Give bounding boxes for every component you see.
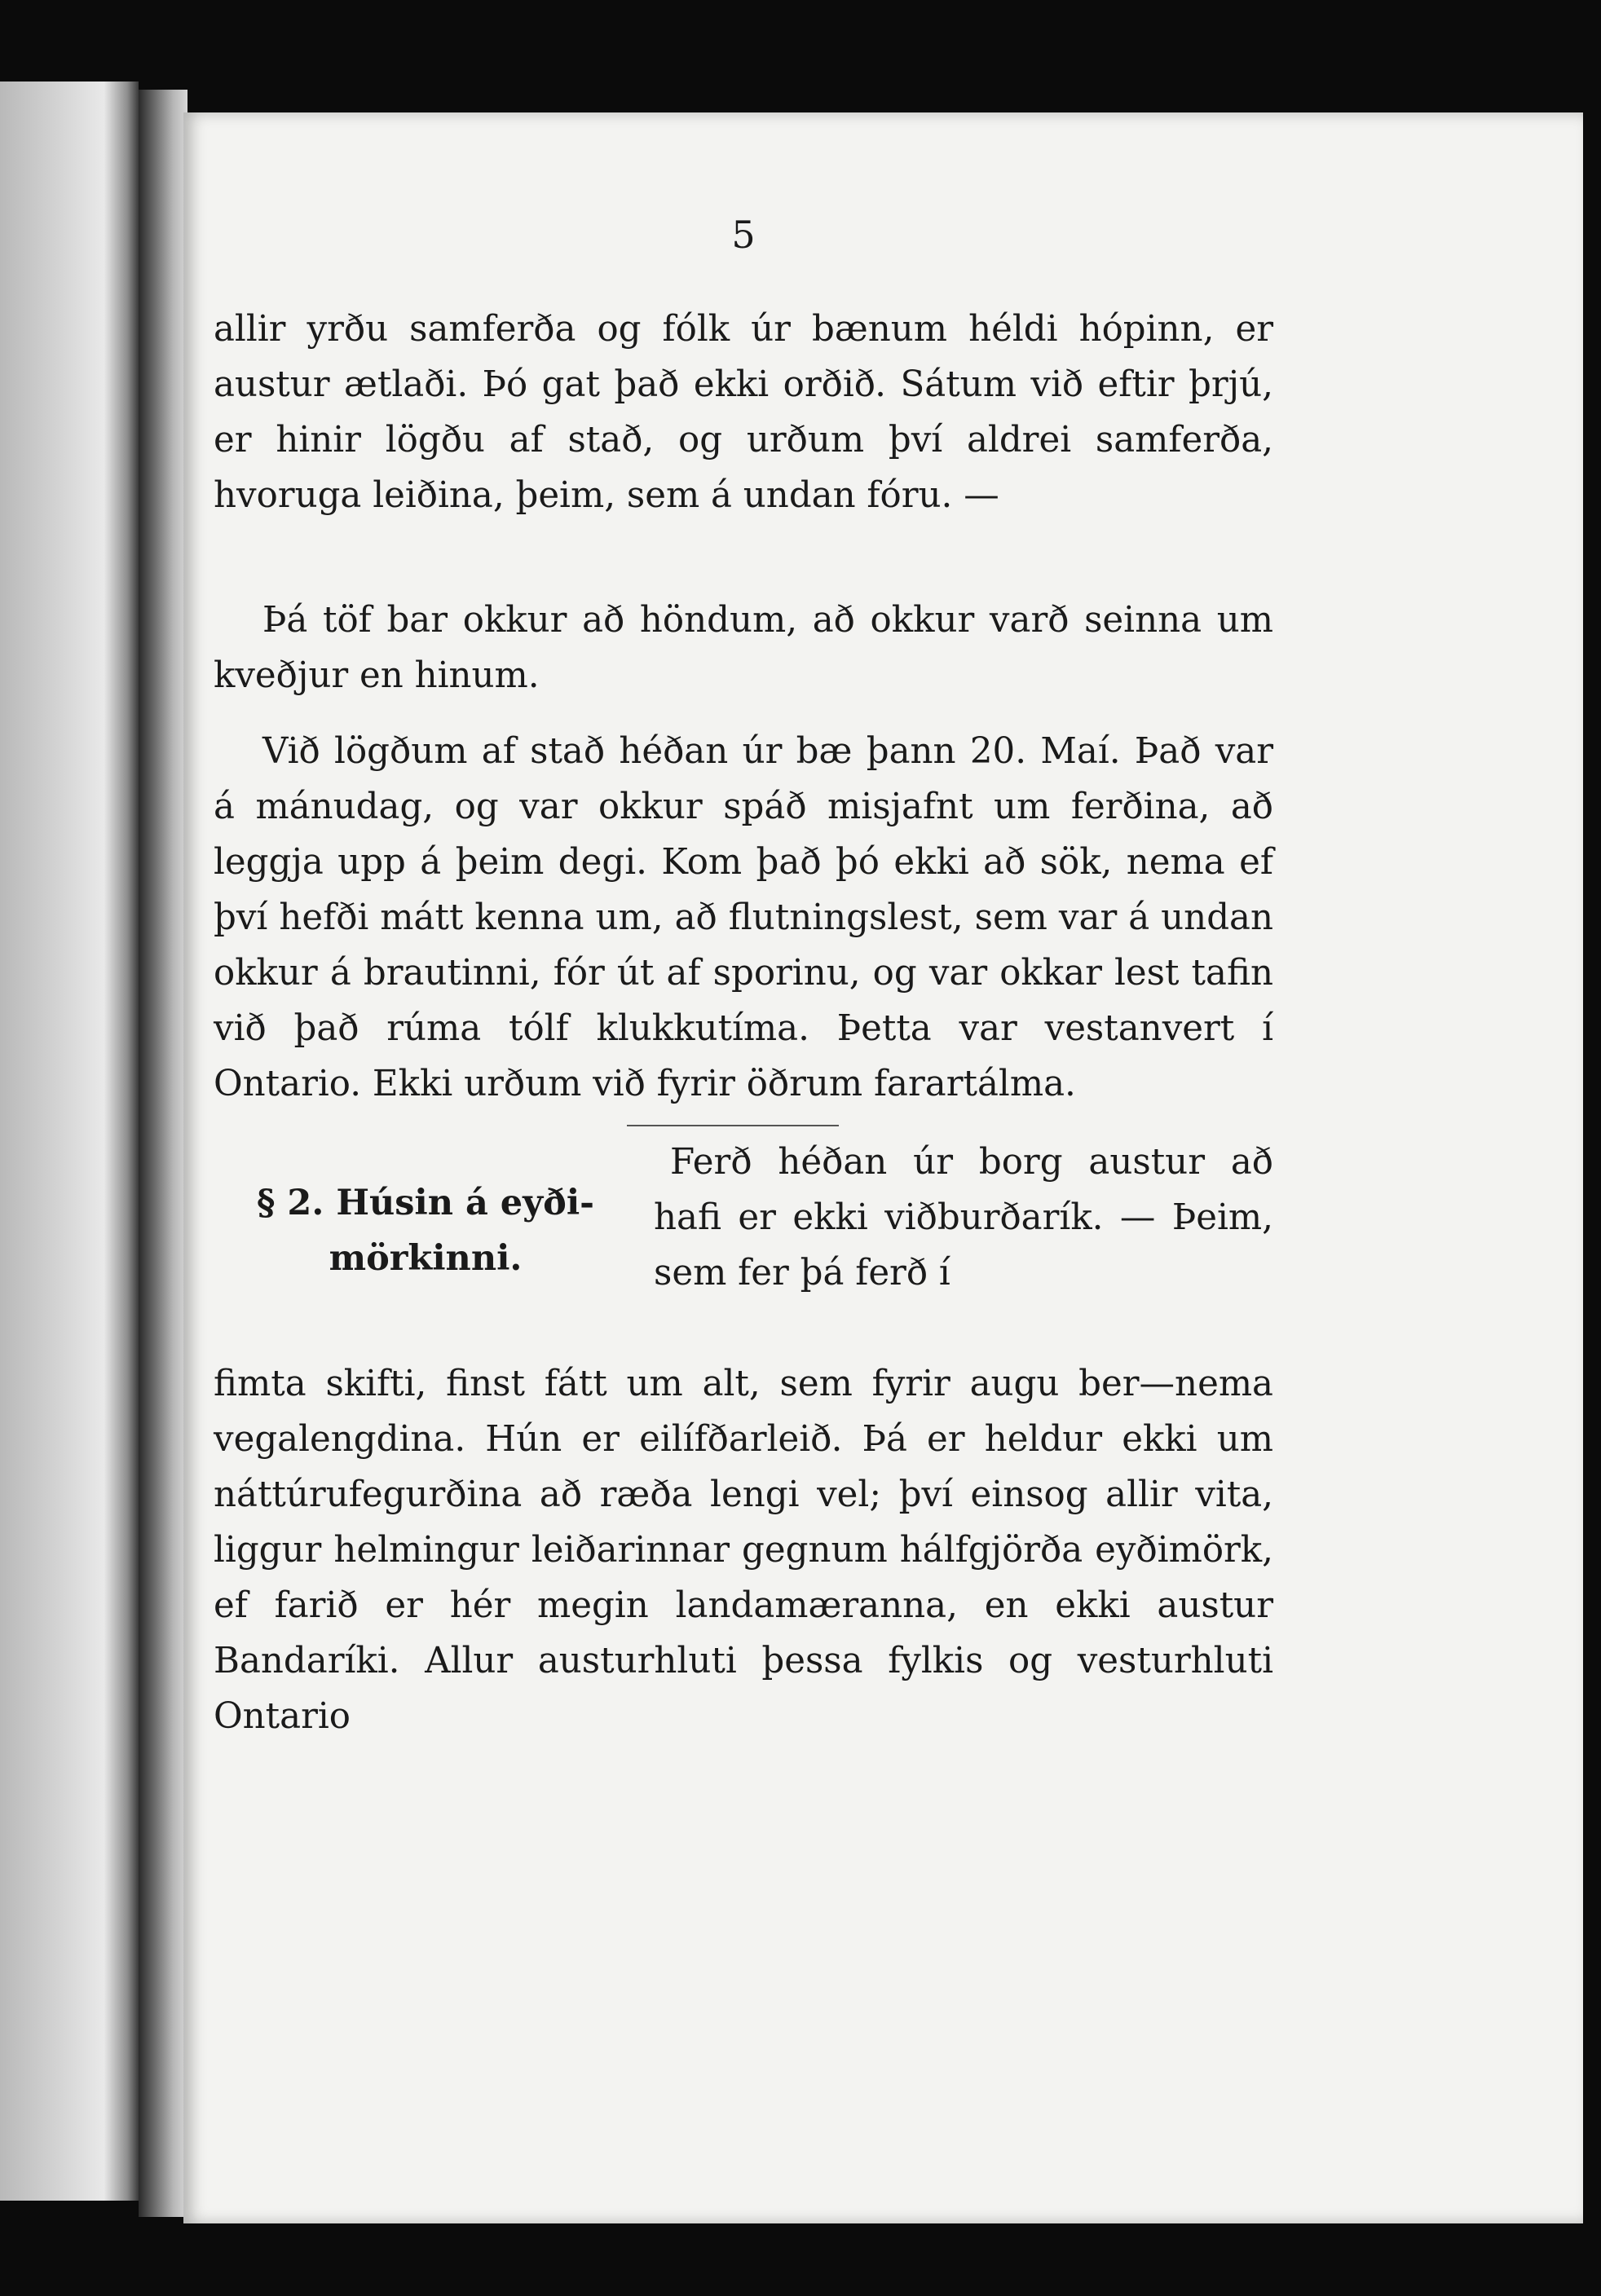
section-number: § 2. (256, 1183, 324, 1223)
section-text-beside-heading: Ferð héðan úr borg austur að hafi er ekki viðburðarík. — Þeim, sem fer þá ferð í (654, 1142, 1273, 1293)
left-page-edge (0, 82, 139, 2201)
section-heading-line-1 (214, 1175, 637, 1231)
section-divider (627, 1125, 839, 1126)
section-title-line-2: mörkinni. (329, 1238, 523, 1279)
page-number: 5 (731, 213, 756, 257)
section-heading (214, 1175, 637, 1286)
page-text-block (214, 0, 1273, 2296)
book-spine (139, 90, 187, 2217)
paragraph-2: Þá töf bar okkur að höndum, að okkur varð seinna um kveðjur en hinum. (214, 600, 1273, 696)
section-title-line-1: Húsin á eyði- (336, 1183, 595, 1223)
section-text-continued: fimta skifti, finst fátt um alt, sem fyrir augu ber—nema vegalengdina. Hún er eilífðarleið. Þá er heldur ekki um náttúrufegurðina að ræða lengi vel; því einsog allir vita, liggur helmingur leiðarinnar gegnum hálfgjörða eyðimörk, ef farið er hér megin landamæranna, en ekki austur Bandaríki. Allur austurhluti þessa fylkis og vesturhluti Ontario (214, 1364, 1273, 1737)
paragraph-1: allir yrðu samferða og fólk úr bænum héldi hópinn, er austur ætlaði. Þó gat það ekki orðið. Sátum við eftir þrjú, er hinir lögðu af stað, og urðum því aldrei samferða, hvoruga leiðina, þeim, sem á undan fóru. — (214, 309, 1273, 516)
paragraph-3: Við lögðum af stað héðan úr bæ þann 20. Maí. Það var á mánudag, og var okkur spáð misjafnt um ferðina, að leggja upp á þeim degi. Kom það þó ekki að sök, nema ef því hefði mátt kenna um, að flutningslest, sem var á undan okkur á brautinni, fór út af sporinu, og var okkar lest tafin við það rúma tólf klukkutíma. Þetta var vestanvert í Ontario. Ekki urðum við fyrir öðrum farartálma. (214, 731, 1273, 1104)
